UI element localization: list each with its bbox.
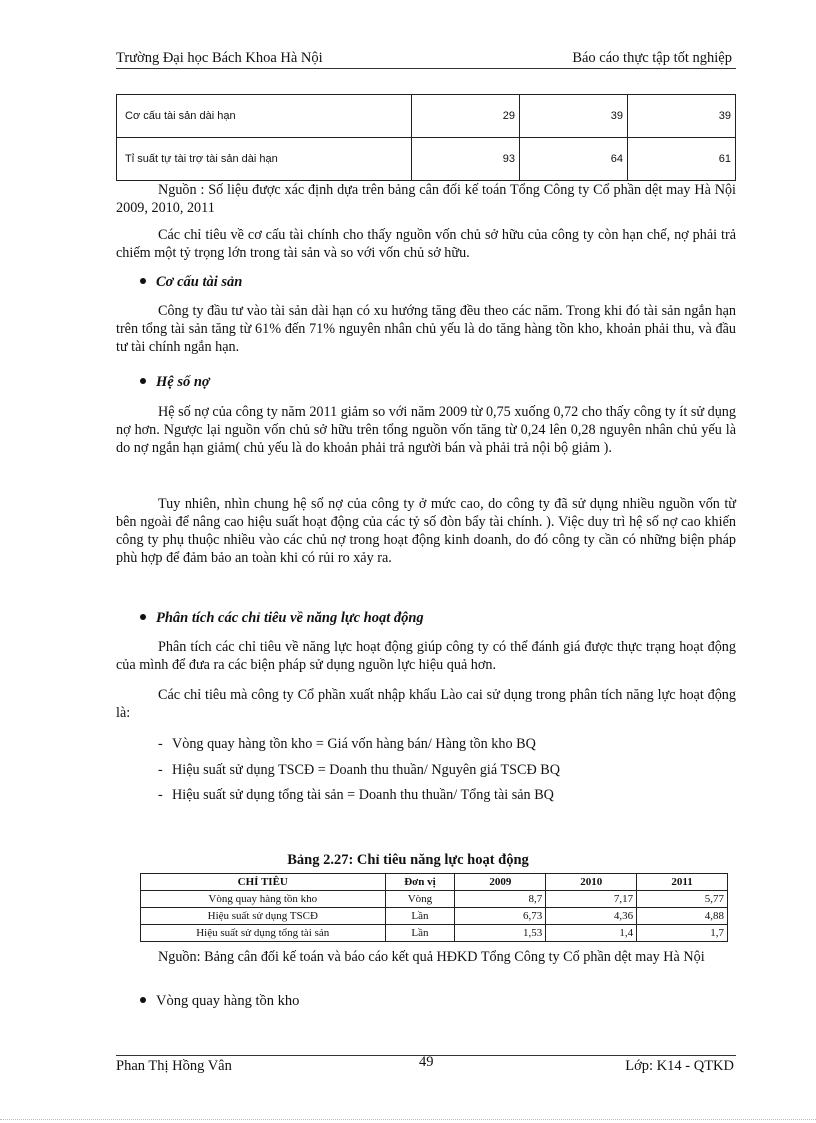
bullet-heading: Vòng quay hàng tồn kho [156, 993, 300, 1009]
bullet-asset-structure [140, 274, 242, 291]
cell-indicator: Hiệu suất sử dụng TSCĐ [141, 908, 386, 925]
cell-value: 4,88 [637, 908, 728, 925]
footer-class: Lớp: K14 - QTKD [625, 1058, 734, 1074]
bullet-heading: Phân tích các chỉ tiêu về năng lực hoạt động [156, 610, 424, 626]
paragraph-financial-structure: Các chỉ tiêu về cơ cấu tài chính cho thấy nguồn vốn chủ sở hữu của công ty còn hạn chế, nợ phải trả chiếm một tỷ trọng lớn trong tài sản và so với vốn chủ sở hữu. [116, 227, 736, 261]
page-edge-divider [0, 1119, 816, 1120]
cell-value: 6,73 [455, 908, 546, 925]
table-row [117, 95, 736, 138]
table-row [141, 891, 728, 908]
row-value: 93 [412, 138, 520, 181]
paragraph-debt-analysis: Tuy nhiên, nhìn chung hệ số nợ của công ty ở mức cao, do công ty đã sử dụng nhiều nguồn vốn từ bên ngoài để nâng cao hiệu suất hoạt động của các tỷ số đòn bẩy tài chính. ). Việc duy trì hệ số nợ cao khiến công ty phụ thuộc nhiều vào các chủ nợ trong hoạt động kinh doanh, do đó công ty cần có những biện pháp phù hợp để đảm bảo an toàn khi có rủi ro xảy ra. [116, 496, 736, 566]
header-university: Trường Đại học Bách Khoa Hà Nội [116, 50, 323, 66]
bullet-dot-icon [140, 997, 146, 1003]
bullet-heading: Cơ cấu tài sản [156, 274, 243, 290]
formula-inventory-turnover [158, 736, 536, 753]
column-header: 2010 [546, 874, 637, 891]
row-value: 39 [520, 95, 628, 138]
formula-text: Hiệu suất sử dụng TSCĐ = Doanh thu thuần/ Nguyên giá TSCĐ BQ [172, 762, 560, 778]
cell-value: 7,17 [546, 891, 637, 908]
cell-unit: Vòng [385, 891, 455, 908]
column-header: 2009 [455, 874, 546, 891]
paragraph-asset-structure: Công ty đầu tư vào tài sản dài hạn có xu hướng tăng đều theo các năm. Trong khi đó tài sản ngắn hạn trên tổng tài sản tăng từ 61% đến 71% nguyên nhân chủ yếu là do tăng hàng tồn kho, khoản phải thu, và đầu tư tài chính ngắn hạn. [116, 303, 736, 355]
cell-unit: Lần [385, 925, 455, 942]
row-label: Cơ cấu tài sản dài hạn [117, 95, 412, 138]
header-report-title: Báo cáo thực tập tốt nghiệp [572, 50, 732, 66]
dash-marker: - [158, 736, 163, 752]
formula-text: Hiệu suất sử dụng tổng tài sản = Doanh thu thuần/ Tổng tài sản BQ [172, 787, 554, 803]
cell-unit: Lần [385, 908, 455, 925]
cell-value: 5,77 [637, 891, 728, 908]
bullet-debt-ratio [140, 374, 210, 391]
column-header: CHỈ TIÊU [141, 874, 386, 891]
cell-indicator: Vòng quay hàng tồn kho [141, 891, 386, 908]
page-header [116, 50, 736, 68]
cell-value: 4,36 [546, 908, 637, 925]
bullet-dot-icon [140, 378, 146, 384]
asset-structure-table [116, 94, 736, 181]
source-note: Nguồn : Số liệu được xác định dựa trên bảng cân đối kế toán Tổng Công ty Cổ phần dệt may Hà Nội 2009, 2010, 2011 [116, 182, 736, 216]
cell-indicator: Hiệu suất sử dụng tổng tài sản [141, 925, 386, 942]
row-label: Tỉ suất tự tài trợ tài sản dài hạn [117, 138, 412, 181]
dash-marker: - [158, 787, 163, 803]
paragraph-debt-ratio: Hệ số nợ của công ty năm 2011 giảm so với năm 2009 từ 0,75 xuống 0,72 cho thấy công ty ít sử dụng nợ hơn. Ngược lại nguồn vốn chủ sở hữu trên tổng nguồn vốn tăng từ 0,24 lên 0,28 nguyên nhân chủ yếu là do nợ ngắn hạn giảm( chủ yếu là do khoản phải trả người bán và phải trả nội bộ giảm ). [116, 404, 736, 456]
bullet-dot-icon [140, 278, 146, 284]
column-header: 2011 [637, 874, 728, 891]
table-row [141, 908, 728, 925]
dash-marker: - [158, 762, 163, 778]
bullet-heading: Hệ số nợ [156, 374, 210, 390]
formula-total-asset-efficiency [158, 787, 554, 804]
formula-fixed-asset-efficiency [158, 762, 560, 779]
cell-value: 1,4 [546, 925, 637, 942]
formula-text: Vòng quay hàng tồn kho = Giá vốn hàng bán/ Hàng tồn kho BQ [172, 736, 536, 752]
cell-value: 1,53 [455, 925, 546, 942]
row-value: 29 [412, 95, 520, 138]
table-header-row [141, 874, 728, 891]
footer-author: Phan Thị Hồng Vân [116, 1058, 232, 1074]
cell-value: 8,7 [455, 891, 546, 908]
table-source-note: Nguồn: Bảng cân đối kế toán và báo cáo kết quả HĐKD Tổng Công ty Cổ phần dệt may Hà Nội [158, 949, 705, 965]
table-row [117, 138, 736, 181]
activity-indicators-table [140, 873, 728, 942]
row-value: 64 [520, 138, 628, 181]
bullet-dot-icon [140, 614, 146, 620]
column-header: Đơn vị [385, 874, 455, 891]
row-value: 39 [628, 95, 736, 138]
header-divider [116, 68, 736, 69]
page-number: 49 [419, 1054, 434, 1070]
row-value: 61 [628, 138, 736, 181]
paragraph-activity-indicators: Các chỉ tiêu mà công ty Cổ phần xuất nhập khẩu Lào cai sử dụng trong phân tích năng lực hoạt động là: [116, 687, 736, 721]
table-title: Bảng 2.27: Chỉ tiêu năng lực hoạt động [287, 852, 529, 868]
paragraph-activity-intro: Phân tích các chỉ tiêu về năng lực hoạt động giúp công ty có thể đánh giá được thực trạng hoạt động của mình để đưa ra các biện pháp sử dụng nguồn lực hiệu quả hơn. [116, 639, 736, 673]
bullet-activity-analysis [140, 610, 424, 627]
bullet-inventory-turnover [140, 993, 299, 1010]
cell-value: 1,7 [637, 925, 728, 942]
table-row [141, 925, 728, 942]
